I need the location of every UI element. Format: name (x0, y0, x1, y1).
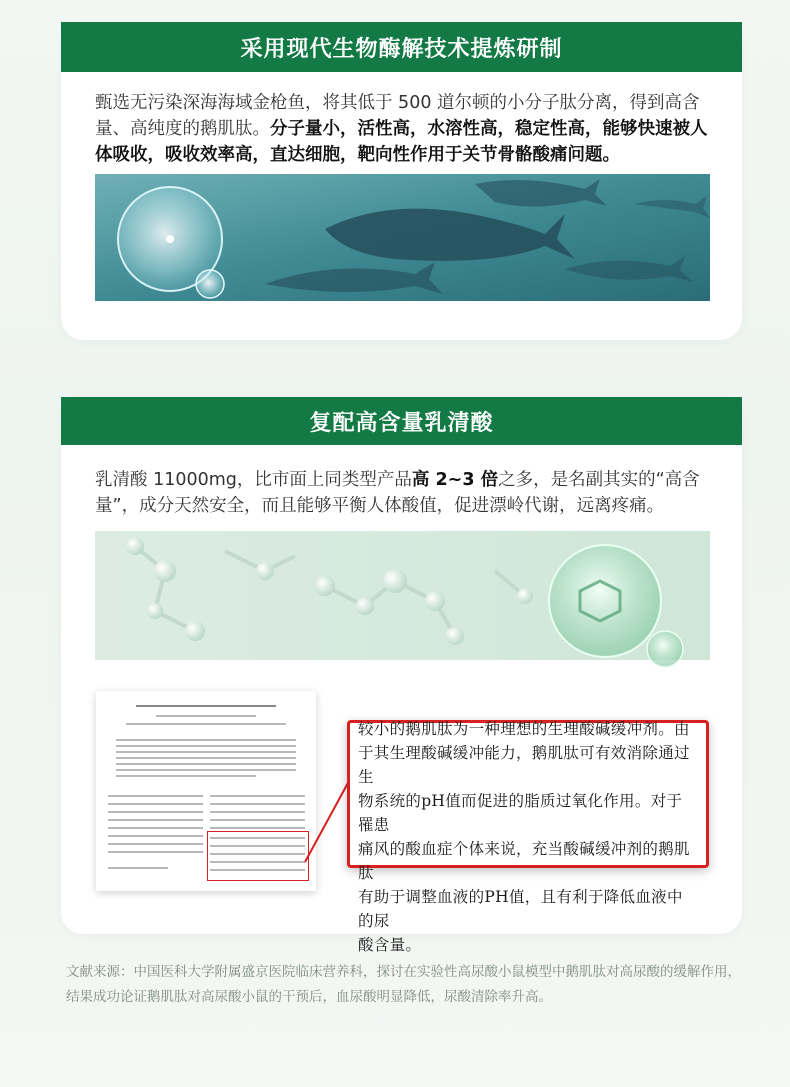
excerpt-line-6: 酸含量。 (358, 936, 422, 954)
excerpt-line-4: 痛风的酸血症个体来说，充当酸碱缓冲剂的鹅肌肽 (358, 840, 690, 882)
excerpt-line-5: 有助于调整血液的PH值，且有利于降低血液中的尿 (358, 888, 683, 930)
section-title-orotic-acid: 复配高含量乳清酸 (61, 397, 742, 445)
literature-source-note: 文献来源：中国医科大学附属盛京医院临床营养科，探讨在实验性高尿酸小鼠模型中鹅肌肽对高尿酸的缓解作用，结果成功论证鹅肌肽对高尿酸小鼠的干预后，血尿酸明显降低，尿酸清除率升高。 (66, 964, 741, 1005)
paper-excerpt-zoom (347, 720, 709, 954)
excerpt-line-1: 较小的鹅肌肽为一种理想的生理酸碱缓冲剂。由 (358, 720, 690, 738)
section-text-enzyme: 甄选无污染深海海域金枪鱼，将其低于 500 道尔顿的小分子肽分离，得到高含量、高纯度的鹅肌肽。分子量小，活性高，水溶性高，稳定性高，能够快速被人体吸收，吸收效率高，直达细胞，靶向性作用于关节骨骼酸痛问题。 (95, 93, 708, 165)
excerpt-line-2: 于其生理酸碱缓冲能力，鹅肌肽可有效消除通过生 (358, 744, 690, 786)
section-title-enzyme: 采用现代生物酶解技术提炼研制 (61, 22, 742, 72)
section-text-orotic-acid: 乳清酸 11000mg，比市面上同类型产品高 2~3 倍之多，是名副其实的“高含量”，成分天然安全，而且能够平衡人体酸值，促进漂岭代谢，远离疼痛。 (95, 470, 700, 516)
excerpt-line-3: 物系统的pH值而促进的脂质过氧化作用。对于罹患 (358, 792, 683, 834)
